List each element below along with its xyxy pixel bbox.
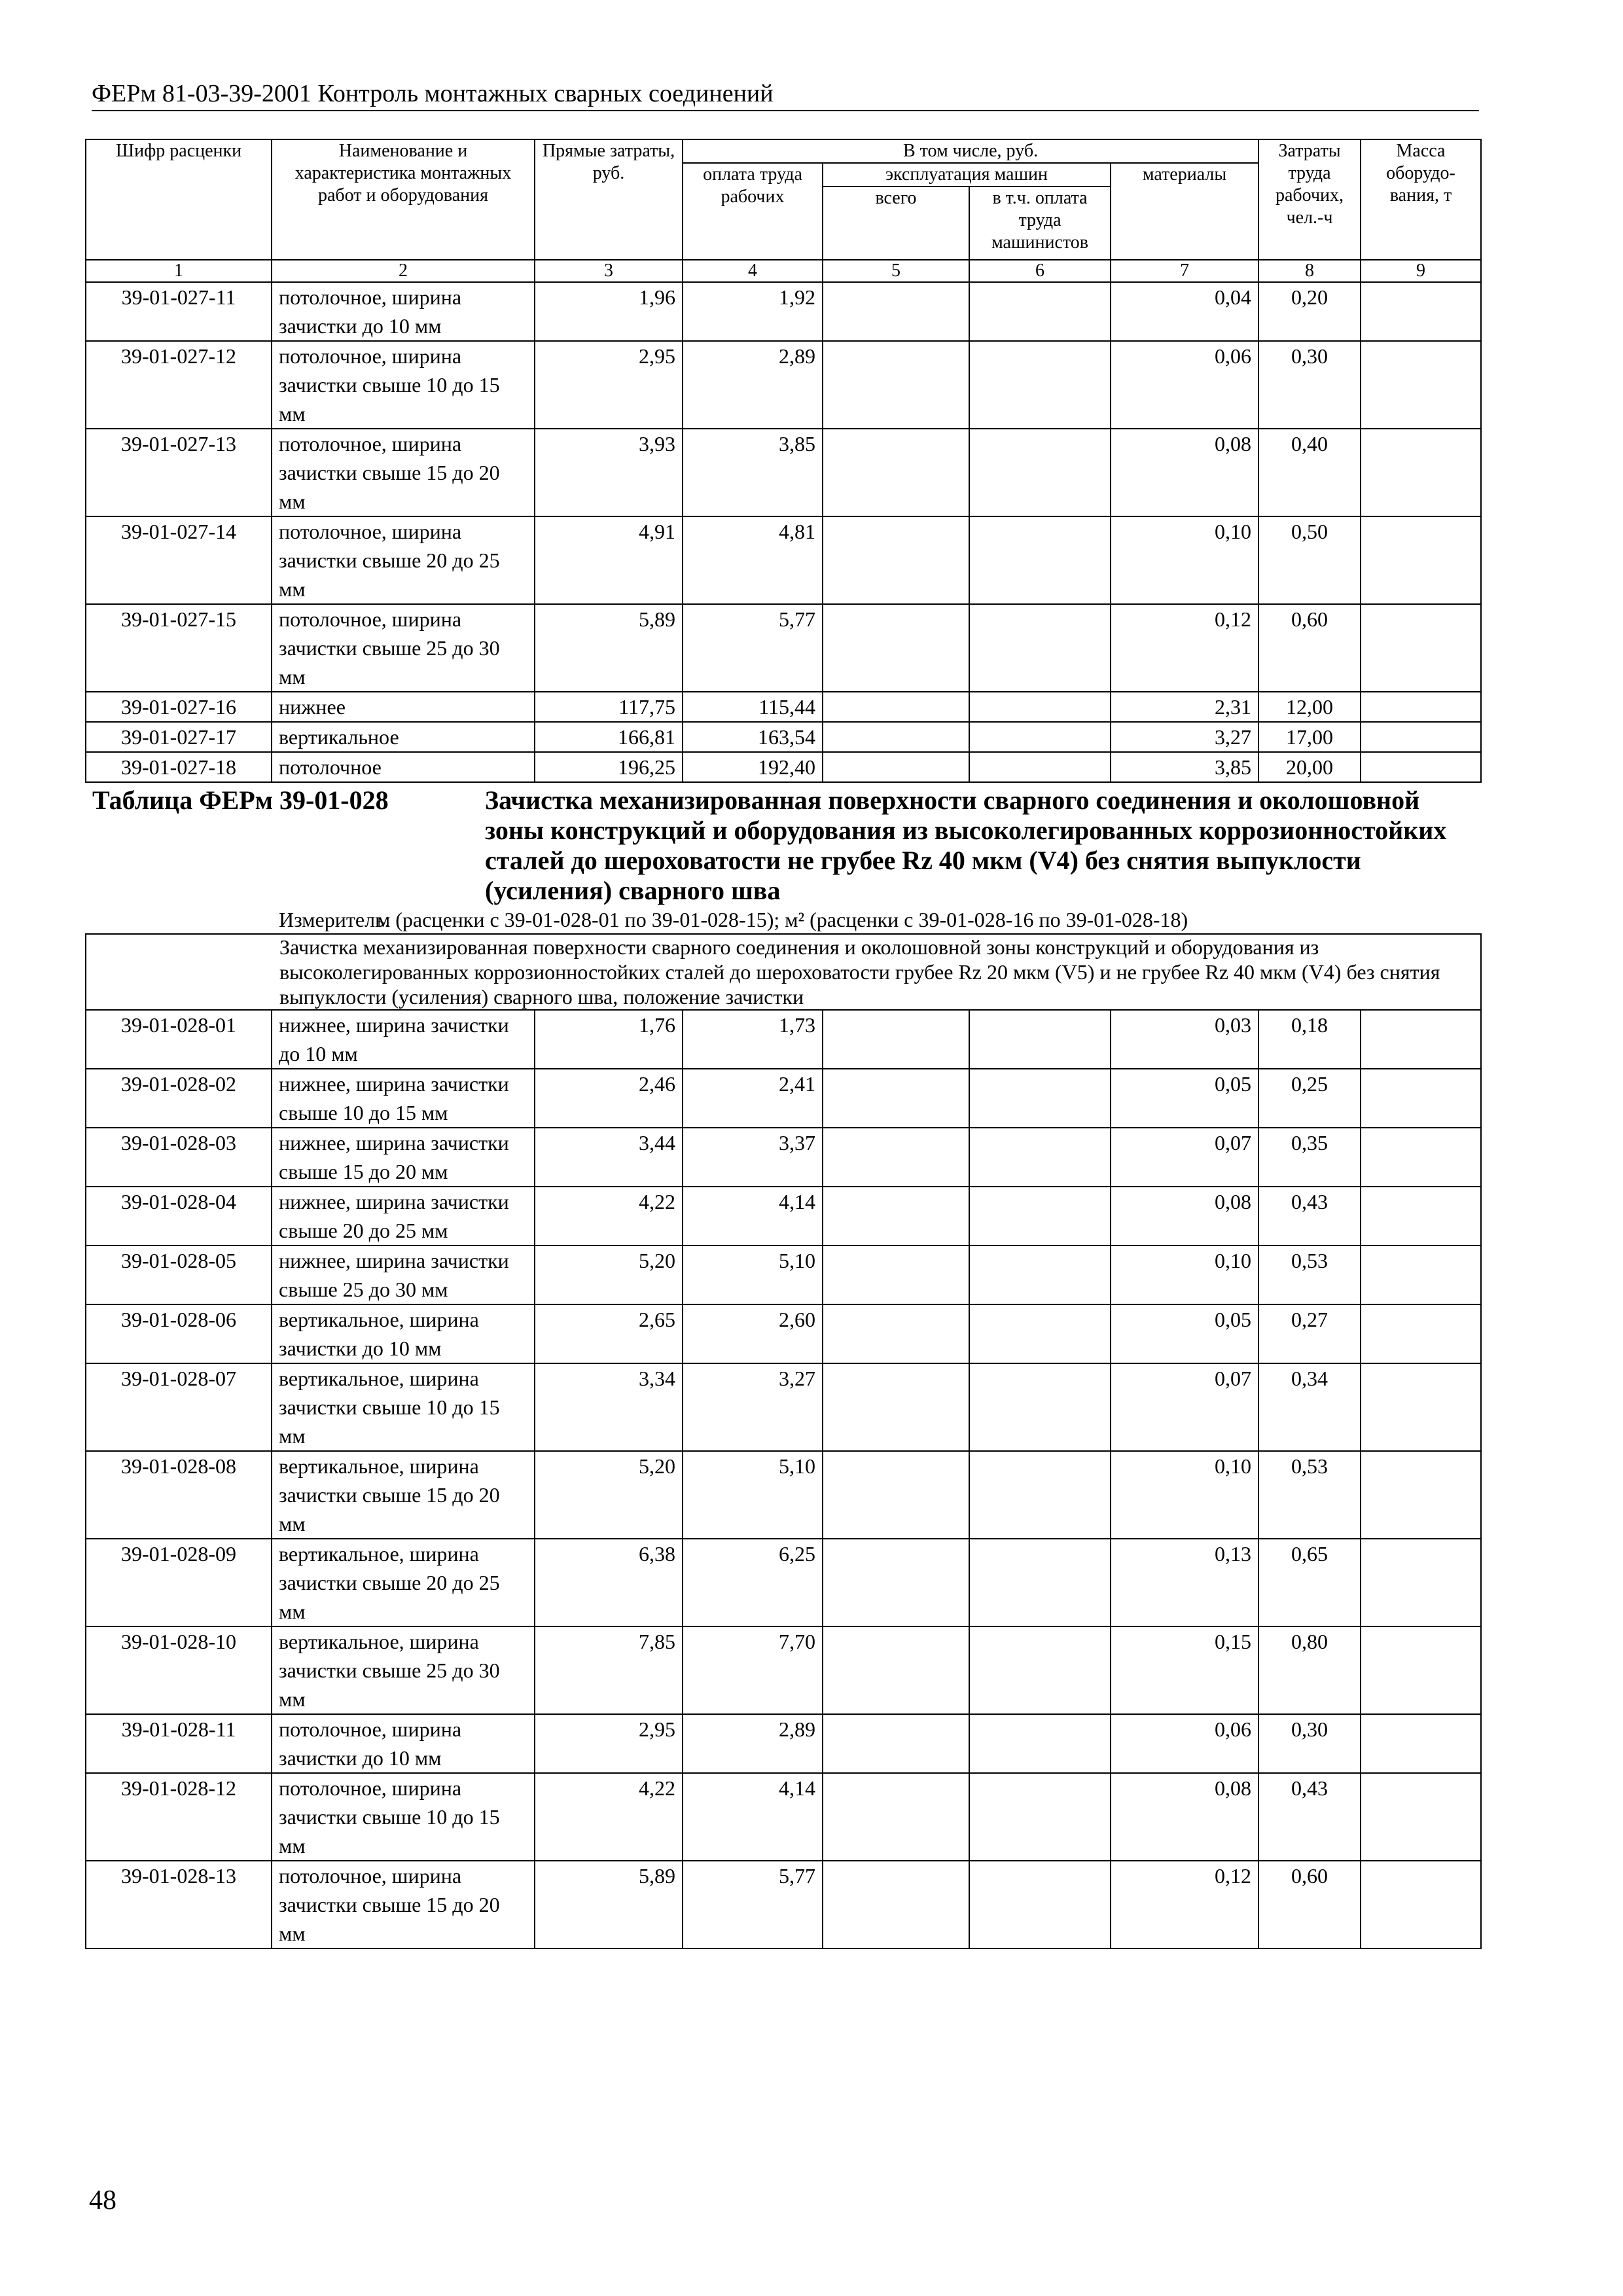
table-row bbox=[86, 752, 1481, 782]
row-wages: 2,60 bbox=[683, 1304, 823, 1363]
row-mass bbox=[1361, 1304, 1481, 1363]
row-code: 39-01-027-16 bbox=[86, 692, 272, 722]
row-direct-cost: 5,89 bbox=[535, 1861, 683, 1948]
col-machines-header: эксплуатация машин bbox=[823, 163, 1111, 187]
row-direct-cost: 196,25 bbox=[535, 752, 683, 782]
row-labor: 20,00 bbox=[1258, 752, 1361, 782]
table-row bbox=[86, 722, 1481, 752]
row-direct-cost: 1,96 bbox=[535, 282, 683, 341]
row-labor: 0,50 bbox=[1258, 516, 1361, 604]
row-materials: 3,27 bbox=[1111, 722, 1258, 752]
row-mass bbox=[1361, 1626, 1481, 1714]
row-wages: 115,44 bbox=[683, 692, 823, 722]
col-wages-header: оплата труда рабочих bbox=[683, 163, 823, 260]
row-wages: 192,40 bbox=[683, 752, 823, 782]
row-code: 39-01-028-04 bbox=[86, 1187, 272, 1246]
row-code: 39-01-028-11 bbox=[86, 1714, 272, 1773]
col-name-header: Наименование и характеристика монтажных работ и оборудования bbox=[272, 139, 535, 260]
row-labor: 0,65 bbox=[1258, 1539, 1361, 1626]
row-machines-wages bbox=[969, 1861, 1111, 1948]
table-row bbox=[86, 1861, 1481, 1948]
table-row bbox=[86, 429, 1481, 516]
row-mass bbox=[1361, 1773, 1481, 1861]
row-materials: 0,15 bbox=[1111, 1626, 1258, 1714]
row-materials: 0,08 bbox=[1111, 1773, 1258, 1861]
row-machines-total bbox=[823, 1861, 969, 1948]
row-labor: 0,35 bbox=[1258, 1128, 1361, 1187]
row-code: 39-01-028-03 bbox=[86, 1128, 272, 1187]
row-labor: 0,43 bbox=[1258, 1773, 1361, 1861]
measure-text: м (расценки с 39-01-028-01 по 39-01-028-15); м² (расценки с 39-01-028-16 по 39-01-028-18) bbox=[377, 908, 1188, 931]
col-number: 1 bbox=[86, 260, 272, 282]
row-materials: 0,10 bbox=[1111, 516, 1258, 604]
row-code: 39-01-028-10 bbox=[86, 1626, 272, 1714]
table2-title: Зачистка механизированная поверхности сварного соединения и околошовной зоны конструкций и оборудования из высоколегированных коррозионностойких сталей до шероховатости не грубее Rz 40 мкм (V4) без снятия выпуклости (усиления) сварного шва bbox=[485, 785, 1447, 905]
col-number: 9 bbox=[1361, 260, 1481, 282]
page-header: ФЕРм 81-03-39-2001 Контроль монтажных сварных соединений bbox=[92, 79, 1479, 111]
row-direct-cost: 117,75 bbox=[535, 692, 683, 722]
table-row bbox=[86, 1539, 1481, 1626]
row-code: 39-01-027-18 bbox=[86, 752, 272, 782]
row-materials: 0,06 bbox=[1111, 1714, 1258, 1773]
col-labor-header: Затраты труда рабочих, чел.-ч bbox=[1258, 139, 1361, 260]
header-row-1 bbox=[86, 139, 1481, 163]
row-direct-cost: 4,22 bbox=[535, 1187, 683, 1246]
row-name: вертикальное, ширина зачистки свыше 25 до 30 мм bbox=[272, 1626, 535, 1714]
row-name: потолочное bbox=[272, 752, 535, 782]
row-name: нижнее, ширина зачистки свыше 25 до 30 мм bbox=[272, 1246, 535, 1304]
row-labor: 0,60 bbox=[1258, 604, 1361, 692]
row-name: потолочное, ширина зачистки до 10 мм bbox=[272, 282, 535, 341]
measure-label: Измеритель: bbox=[279, 908, 391, 931]
row-machines-wages bbox=[969, 1714, 1111, 1773]
row-machines-total bbox=[823, 282, 969, 341]
table-row bbox=[86, 1069, 1481, 1128]
row-mass bbox=[1361, 1363, 1481, 1451]
row-machines-wages bbox=[969, 1246, 1111, 1304]
table-row bbox=[86, 1128, 1481, 1187]
table-row bbox=[86, 1773, 1481, 1861]
row-direct-cost: 4,22 bbox=[535, 1773, 683, 1861]
row-wages: 2,89 bbox=[683, 341, 823, 429]
row-wages: 6,25 bbox=[683, 1539, 823, 1626]
row-wages: 5,10 bbox=[683, 1451, 823, 1539]
table-row bbox=[86, 1451, 1481, 1539]
row-code: 39-01-027-11 bbox=[86, 282, 272, 341]
row-labor: 12,00 bbox=[1258, 692, 1361, 722]
row-machines-wages bbox=[969, 722, 1111, 752]
row-labor: 0,53 bbox=[1258, 1246, 1361, 1304]
row-mass bbox=[1361, 1246, 1481, 1304]
row-wages: 4,81 bbox=[683, 516, 823, 604]
measure-line bbox=[86, 906, 1481, 933]
row-code: 39-01-028-02 bbox=[86, 1069, 272, 1128]
row-direct-cost: 2,46 bbox=[535, 1069, 683, 1128]
row-machines-total bbox=[823, 1304, 969, 1363]
row-mass bbox=[1361, 1861, 1481, 1948]
col-materials-header: материалы bbox=[1111, 163, 1258, 260]
row-mass bbox=[1361, 516, 1481, 604]
table-row bbox=[86, 1363, 1481, 1451]
row-materials: 0,05 bbox=[1111, 1069, 1258, 1128]
row-materials: 0,05 bbox=[1111, 1304, 1258, 1363]
row-code: 39-01-028-13 bbox=[86, 1861, 272, 1948]
row-materials: 0,03 bbox=[1111, 1010, 1258, 1069]
row-mass bbox=[1361, 341, 1481, 429]
row-machines-total bbox=[823, 1539, 969, 1626]
row-code: 39-01-027-17 bbox=[86, 722, 272, 752]
row-machines-total bbox=[823, 1187, 969, 1246]
row-name: потолочное, ширина зачистки до 10 мм bbox=[272, 1714, 535, 1773]
row-machines-wages bbox=[969, 604, 1111, 692]
row-machines-wages bbox=[969, 1128, 1111, 1187]
section-heading: Зачистка механизированная поверхности сварного соединения и околошовной зоны конструкций и оборудования из высоколегированных коррозионностойких сталей до шероховатости грубее Rz 20 мкм (V5) и не грубее Rz 40 мкм (V4) без снятия выпуклости (усиления) сварного шва, положение зачистки bbox=[86, 934, 1481, 1010]
row-machines-wages bbox=[969, 1304, 1111, 1363]
col-number: 5 bbox=[823, 260, 969, 282]
row-wages: 4,14 bbox=[683, 1187, 823, 1246]
row-code: 39-01-028-05 bbox=[86, 1246, 272, 1304]
row-mass bbox=[1361, 692, 1481, 722]
table2-title-row bbox=[86, 782, 1481, 934]
row-code: 39-01-027-14 bbox=[86, 516, 272, 604]
row-wages: 1,73 bbox=[683, 1010, 823, 1069]
row-machines-total bbox=[823, 1626, 969, 1714]
row-name: вертикальное, ширина зачистки свыше 10 до 15 мм bbox=[272, 1363, 535, 1451]
row-direct-cost: 166,81 bbox=[535, 722, 683, 752]
row-machines-total bbox=[823, 1451, 969, 1539]
row-materials: 0,08 bbox=[1111, 429, 1258, 516]
col-number: 4 bbox=[683, 260, 823, 282]
row-machines-wages bbox=[969, 282, 1111, 341]
col-number: 7 bbox=[1111, 260, 1258, 282]
section-heading-row bbox=[86, 934, 1481, 1010]
row-labor: 0,18 bbox=[1258, 1010, 1361, 1069]
row-code: 39-01-028-12 bbox=[86, 1773, 272, 1861]
table-row bbox=[86, 1714, 1481, 1773]
row-direct-cost: 1,76 bbox=[535, 1010, 683, 1069]
row-code: 39-01-028-08 bbox=[86, 1451, 272, 1539]
row-materials: 0,07 bbox=[1111, 1363, 1258, 1451]
row-mass bbox=[1361, 1451, 1481, 1539]
row-machines-total bbox=[823, 516, 969, 604]
row-direct-cost: 6,38 bbox=[535, 1539, 683, 1626]
row-direct-cost: 2,95 bbox=[535, 341, 683, 429]
row-wages: 3,37 bbox=[683, 1128, 823, 1187]
row-machines-wages bbox=[969, 1010, 1111, 1069]
table-row bbox=[86, 1246, 1481, 1304]
table-row bbox=[86, 1304, 1481, 1363]
col-number: 8 bbox=[1258, 260, 1361, 282]
row-labor: 0,25 bbox=[1258, 1069, 1361, 1128]
table-row bbox=[86, 516, 1481, 604]
row-materials: 0,08 bbox=[1111, 1187, 1258, 1246]
row-machines-total bbox=[823, 604, 969, 692]
row-name: нижнее, ширина зачистки до 10 мм bbox=[272, 1010, 535, 1069]
row-mass bbox=[1361, 1187, 1481, 1246]
row-machines-wages bbox=[969, 1069, 1111, 1128]
row-mass bbox=[1361, 722, 1481, 752]
row-direct-cost: 3,93 bbox=[535, 429, 683, 516]
row-name: вертикальное, ширина зачистки свыше 20 до 25 мм bbox=[272, 1539, 535, 1626]
row-mass bbox=[1361, 282, 1481, 341]
row-direct-cost: 5,89 bbox=[535, 604, 683, 692]
row-machines-wages bbox=[969, 516, 1111, 604]
row-name: потолочное, ширина зачистки свыше 10 до 15 мм bbox=[272, 341, 535, 429]
row-code: 39-01-027-15 bbox=[86, 604, 272, 692]
row-wages: 5,10 bbox=[683, 1246, 823, 1304]
col-direct-header: Прямые затраты, руб. bbox=[535, 139, 683, 260]
col-number: 2 bbox=[272, 260, 535, 282]
row-wages: 2,41 bbox=[683, 1069, 823, 1128]
row-name: потолочное, ширина зачистки свыше 25 до 30 мм bbox=[272, 604, 535, 692]
row-materials: 0,04 bbox=[1111, 282, 1258, 341]
row-machines-total bbox=[823, 341, 969, 429]
row-mass bbox=[1361, 752, 1481, 782]
table-row bbox=[86, 604, 1481, 692]
row-name: потолочное, ширина зачистки свыше 15 до 20 мм bbox=[272, 429, 535, 516]
row-labor: 0,30 bbox=[1258, 1714, 1361, 1773]
row-mass bbox=[1361, 1539, 1481, 1626]
row-machines-wages bbox=[969, 752, 1111, 782]
row-wages: 5,77 bbox=[683, 1861, 823, 1948]
row-name: потолочное, ширина зачистки свыше 10 до 15 мм bbox=[272, 1773, 535, 1861]
row-name: нижнее, ширина зачистки свыше 10 до 15 мм bbox=[272, 1069, 535, 1128]
table2-label: Таблица ФЕРм 39-01-028 bbox=[92, 785, 389, 815]
row-machines-total bbox=[823, 1069, 969, 1128]
col-number: 3 bbox=[535, 260, 683, 282]
row-direct-cost: 3,44 bbox=[535, 1128, 683, 1187]
row-mass bbox=[1361, 1010, 1481, 1069]
row-mass bbox=[1361, 429, 1481, 516]
row-code: 39-01-028-01 bbox=[86, 1010, 272, 1069]
row-labor: 0,30 bbox=[1258, 341, 1361, 429]
row-name: вертикальное bbox=[272, 722, 535, 752]
row-name: нижнее bbox=[272, 692, 535, 722]
row-wages: 163,54 bbox=[683, 722, 823, 752]
table-row bbox=[86, 692, 1481, 722]
col-number: 6 bbox=[969, 260, 1111, 282]
row-machines-wages bbox=[969, 1773, 1111, 1861]
row-machines-total bbox=[823, 722, 969, 752]
row-labor: 0,53 bbox=[1258, 1451, 1361, 1539]
row-direct-cost: 7,85 bbox=[535, 1626, 683, 1714]
row-direct-cost: 5,20 bbox=[535, 1246, 683, 1304]
col-incl-header: В том числе, руб. bbox=[683, 139, 1258, 163]
col-code-header: Шифр расценки bbox=[86, 139, 272, 260]
table-row bbox=[86, 282, 1481, 341]
row-materials: 0,12 bbox=[1111, 1861, 1258, 1948]
column-numbers-row bbox=[86, 260, 1481, 282]
row-name: нижнее, ширина зачистки свыше 15 до 20 мм bbox=[272, 1128, 535, 1187]
row-wages: 3,27 bbox=[683, 1363, 823, 1451]
row-machines-wages bbox=[969, 429, 1111, 516]
row-direct-cost: 2,65 bbox=[535, 1304, 683, 1363]
row-mass bbox=[1361, 604, 1481, 692]
row-machines-total bbox=[823, 692, 969, 722]
row-materials: 3,85 bbox=[1111, 752, 1258, 782]
row-machines-total bbox=[823, 1010, 969, 1069]
col-machines-total-header: всего bbox=[823, 187, 969, 260]
row-machines-wages bbox=[969, 1187, 1111, 1246]
row-mass bbox=[1361, 1714, 1481, 1773]
row-name: потолочное, ширина зачистки свыше 20 до 25 мм bbox=[272, 516, 535, 604]
row-direct-cost: 2,95 bbox=[535, 1714, 683, 1773]
table-row bbox=[86, 1626, 1481, 1714]
row-materials: 0,06 bbox=[1111, 341, 1258, 429]
row-materials: 0,10 bbox=[1111, 1246, 1258, 1304]
row-labor: 0,27 bbox=[1258, 1304, 1361, 1363]
table-row bbox=[86, 341, 1481, 429]
row-machines-total bbox=[823, 429, 969, 516]
row-mass bbox=[1361, 1128, 1481, 1187]
row-machines-total bbox=[823, 1714, 969, 1773]
row-name: потолочное, ширина зачистки свыше 15 до 20 мм bbox=[272, 1861, 535, 1948]
row-machines-total bbox=[823, 1246, 969, 1304]
row-wages: 1,92 bbox=[683, 282, 823, 341]
row-code: 39-01-028-06 bbox=[86, 1304, 272, 1363]
rates-table bbox=[85, 139, 1482, 1949]
row-labor: 17,00 bbox=[1258, 722, 1361, 752]
row-code: 39-01-028-09 bbox=[86, 1539, 272, 1626]
row-labor: 0,40 bbox=[1258, 429, 1361, 516]
row-materials: 0,13 bbox=[1111, 1539, 1258, 1626]
row-name: вертикальное, ширина зачистки свыше 15 до 20 мм bbox=[272, 1451, 535, 1539]
row-code: 39-01-027-13 bbox=[86, 429, 272, 516]
row-machines-wages bbox=[969, 692, 1111, 722]
row-code: 39-01-027-12 bbox=[86, 341, 272, 429]
row-labor: 0,34 bbox=[1258, 1363, 1361, 1451]
row-direct-cost: 4,91 bbox=[535, 516, 683, 604]
table-row bbox=[86, 1010, 1481, 1069]
table-row bbox=[86, 1187, 1481, 1246]
row-wages: 3,85 bbox=[683, 429, 823, 516]
row-wages: 5,77 bbox=[683, 604, 823, 692]
row-machines-wages bbox=[969, 1539, 1111, 1626]
row-machines-total bbox=[823, 1128, 969, 1187]
row-materials: 0,10 bbox=[1111, 1451, 1258, 1539]
col-mass-header: Масса оборудо-вания, т bbox=[1361, 139, 1481, 260]
row-name: нижнее, ширина зачистки свыше 20 до 25 мм bbox=[272, 1187, 535, 1246]
row-materials: 2,31 bbox=[1111, 692, 1258, 722]
row-labor: 0,43 bbox=[1258, 1187, 1361, 1246]
row-machines-total bbox=[823, 1773, 969, 1861]
row-machines-total bbox=[823, 752, 969, 782]
row-labor: 0,20 bbox=[1258, 282, 1361, 341]
row-direct-cost: 5,20 bbox=[535, 1451, 683, 1539]
row-materials: 0,07 bbox=[1111, 1128, 1258, 1187]
row-machines-wages bbox=[969, 1626, 1111, 1714]
page-number: 48 bbox=[89, 2185, 116, 2215]
row-machines-wages bbox=[969, 1363, 1111, 1451]
row-materials: 0,12 bbox=[1111, 604, 1258, 692]
row-direct-cost: 3,34 bbox=[535, 1363, 683, 1451]
row-labor: 0,80 bbox=[1258, 1626, 1361, 1714]
row-wages: 4,14 bbox=[683, 1773, 823, 1861]
row-name: вертикальное, ширина зачистки до 10 мм bbox=[272, 1304, 535, 1363]
row-machines-wages bbox=[969, 341, 1111, 429]
col-machines-wages-header: в т.ч. оплата труда машинистов bbox=[969, 187, 1111, 260]
row-code: 39-01-028-07 bbox=[86, 1363, 272, 1451]
row-machines-total bbox=[823, 1363, 969, 1451]
row-mass bbox=[1361, 1069, 1481, 1128]
row-wages: 7,70 bbox=[683, 1626, 823, 1714]
row-labor: 0,60 bbox=[1258, 1861, 1361, 1948]
row-machines-wages bbox=[969, 1451, 1111, 1539]
row-wages: 2,89 bbox=[683, 1714, 823, 1773]
